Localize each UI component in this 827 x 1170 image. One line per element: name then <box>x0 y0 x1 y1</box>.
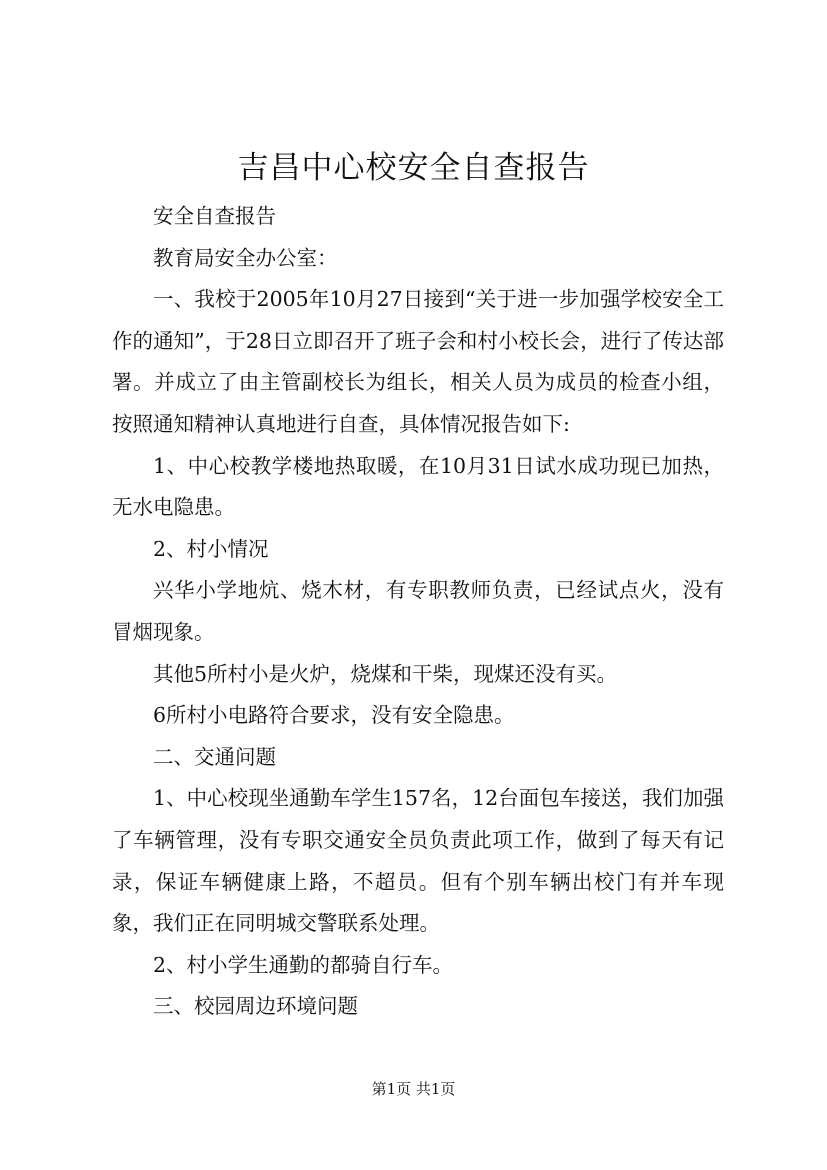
paragraph-item-village-schools: 2、村小情况 <box>153 536 269 561</box>
paragraph-other-schools: 其他5所村小是火炉，烧煤和干柴，现煤还没有买。 <box>153 661 618 686</box>
document-body <box>112 196 724 1028</box>
paragraph-commute-vans: 1、中心校现坐通勤车学生157名，12台面包车接送，我们加强了车辆管理，没有专职交通安全员负责此项工作，做到了每天有记录，保证车辆健康上路，不超员。但有个别车辆出校门有并车现象，我们正在同明城交警联系处理。 <box>112 786 724 936</box>
paragraph-subtitle: 安全自查报告 <box>153 204 276 228</box>
paragraph-circuits: 6所村小电路符合要求，没有安全隐患。 <box>153 703 515 728</box>
paragraph-section-1-intro: 一、我校于2005年10月27日接到“关于进一步加强学校安全工作的通知”，于28日立即召开了班子会和村小校长会，进行了传达部署。并成立了由主管副校长为组长，相关人员为成员的检查小组，按照通知精神认真地进行自查，具体情况报告如下: <box>112 287 724 436</box>
paragraph-section-2-heading: 二、交通问题 <box>153 744 276 769</box>
paragraph-commute-bikes: 2、村小学生通勤的都骑自行车。 <box>153 952 454 977</box>
document-title: 吉昌中心校安全自查报告 <box>237 150 590 186</box>
page-footer: 第1页 共1页 <box>371 1080 456 1098</box>
paragraph-addressee: 教育局安全办公室： <box>153 245 338 270</box>
paragraph-item-heating: 1、中心校教学楼地热取暖，在10月31日试水成功现已加热，无水电隐患。 <box>112 453 724 520</box>
paragraph-xinghua: 兴华小学地炕、烧木材，有专职教师负责，已经试点火，没有冒烟现象。 <box>112 578 724 644</box>
paragraph-section-3-heading: 三、校园周边环境问题 <box>153 994 358 1019</box>
